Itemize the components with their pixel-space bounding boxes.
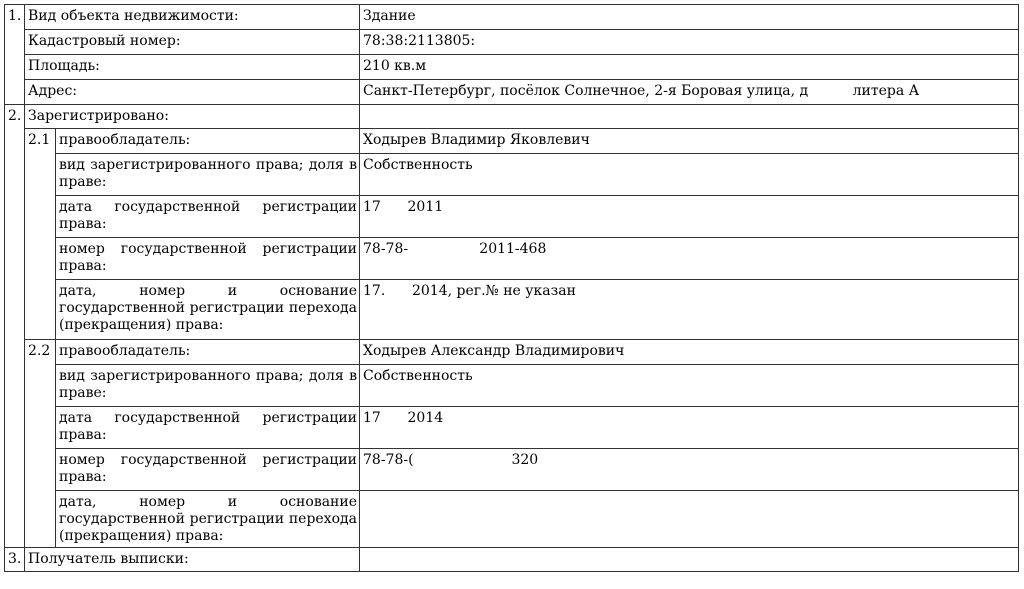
table-row — [5, 491, 1019, 548]
table-row — [5, 80, 1019, 105]
table-row — [5, 30, 1019, 55]
recipient-label: Получатель выписки: — [25, 548, 360, 572]
table-row — [5, 407, 1019, 449]
transfer-basis-value: 17. 2014, рег.№ не указан — [360, 280, 1019, 340]
registration-date-value: 17 2014 — [360, 407, 1019, 449]
table-row — [5, 280, 1019, 340]
area-label: Площадь: — [25, 55, 360, 80]
holder-number: 2.1 — [25, 129, 56, 340]
transfer-basis-label: дата, номер и основание государственной регистрации перехода (прекращения) права: — [56, 491, 360, 548]
section-number: 2. — [5, 105, 25, 548]
section-number: 3. — [5, 548, 25, 572]
right-type-label: вид зарегистрированного права; доля в праве: — [56, 154, 360, 196]
address-value: Санкт-Петербург, посёлок Солнечное, 2-я Боровая улица, д литера А — [360, 80, 1019, 105]
table-row — [5, 449, 1019, 491]
table-row — [5, 548, 1019, 572]
address-label: Адрес: — [25, 80, 360, 105]
holder-value: Ходырев Владимир Яковлевич — [360, 129, 1019, 154]
table-row — [5, 5, 1019, 30]
section-number: 1. — [5, 5, 25, 105]
holder-number: 2.2 — [25, 340, 56, 548]
registration-number-value: 78-78-( 320 — [360, 449, 1019, 491]
right-type-value: Собственность — [360, 154, 1019, 196]
table-row — [5, 196, 1019, 238]
table-row — [5, 154, 1019, 196]
registered-label: Зарегистрировано: — [25, 105, 360, 129]
registration-date-label: дата государственной регистрации права: — [56, 196, 360, 238]
transfer-basis-value — [360, 491, 1019, 548]
table-row — [5, 340, 1019, 365]
table-row — [5, 129, 1019, 154]
transfer-basis-label: дата, номер и основание государственной регистрации перехода (прекращения) права: — [56, 280, 360, 340]
table-row — [5, 105, 1019, 129]
registered-value — [360, 105, 1019, 129]
registry-extract-table — [4, 4, 1019, 572]
recipient-value — [360, 548, 1019, 572]
object-type-value: Здание — [360, 5, 1019, 30]
holder-label: правообладатель: — [56, 340, 360, 365]
table-row — [5, 55, 1019, 80]
table-row — [5, 365, 1019, 407]
registration-number-label: номер государственной регистрации права: — [56, 449, 360, 491]
registration-number-value: 78-78- 2011-468 — [360, 238, 1019, 280]
object-type-label: Вид объекта недвижимости: — [25, 5, 360, 30]
registration-date-value: 17 2011 — [360, 196, 1019, 238]
right-type-value: Собственность — [360, 365, 1019, 407]
table-row — [5, 238, 1019, 280]
holder-value: Ходырев Александр Владимирович — [360, 340, 1019, 365]
right-type-label: вид зарегистрированного права; доля в праве: — [56, 365, 360, 407]
cadastral-number-label: Кадастровый номер: — [25, 30, 360, 55]
registration-date-label: дата государственной регистрации права: — [56, 407, 360, 449]
cadastral-number-value: 78:38:2113805: — [360, 30, 1019, 55]
area-value: 210 кв.м — [360, 55, 1019, 80]
registration-number-label: номер государственной регистрации права: — [56, 238, 360, 280]
holder-label: правообладатель: — [56, 129, 360, 154]
